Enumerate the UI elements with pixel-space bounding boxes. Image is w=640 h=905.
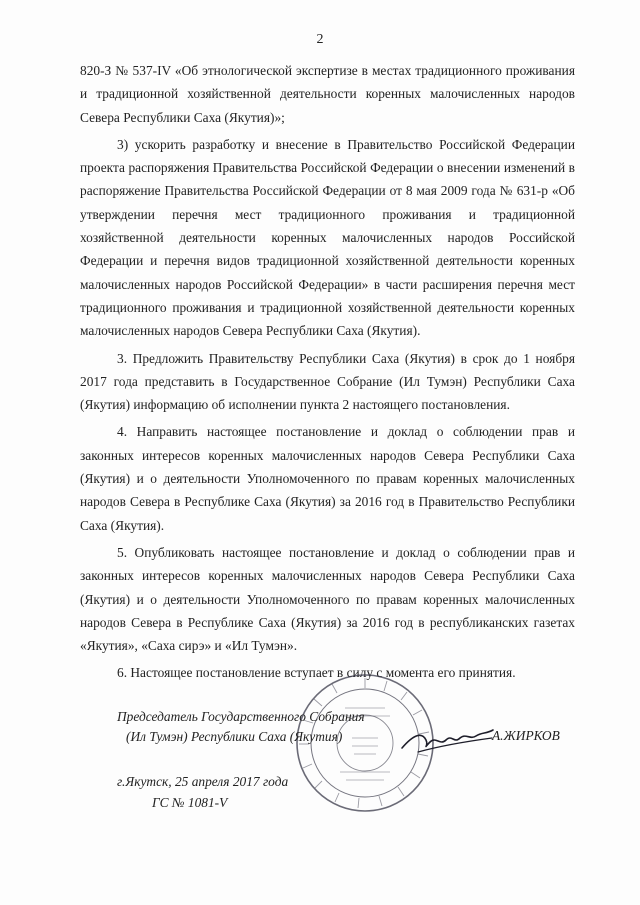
paragraph-item-3: 3) ускорить разработку и внесение в Правительство Российской Федерации проекта распоряжения Правительства Российской Федерации о внесении изменений в распоряжение Правительства Российской Федерации от 8 мая 2009 года № 631-р «Об утверждении перечня мест традиционного проживания и традиционной хозяйственной деятельности коренных малочисленных народов Российской Федерации и перечня видов традиционной хозяйственной деятельности коренных малочисленных народов Российской Федерации» в части расширения перечня мест традиционного проживания и традиционной хозяйственной деятельности коренных малочисленных народов Севера Республики Саха (Якутия). (80, 136, 575, 339)
paragraph-clause-4: 4. Направить настоящее постановление и доклад о соблюдении прав и законных интересов коренных малочисленных народов Севера Республики Саха (Якутия) и о деятельности Уполномоченного по правам коренных малочисленных народов Севера в Республике Саха (Якутия) за 2016 год в Правительство Республики Саха (Якутия). (80, 424, 575, 533)
page-number: 2 (316, 32, 324, 47)
document-body (80, 59, 575, 685)
signatory-title-line1: Председатель Государственного Собрания (117, 709, 365, 724)
handwritten-signature (400, 722, 495, 758)
paragraph-clause-3: 3. Предложить Правительству Республики Саха (Якутия) в срок до 1 ноября 2017 года представить в Государственное Собрание (Ил Тумэн) Республики Саха (Якутия) информацию об исполнении пункта 2 настоящего постановления. (80, 350, 575, 413)
paragraph-continuation: 820-З № 537-IV «Об этнологической экспертизе в местах традиционного проживания и традиционной хозяйственной деятельности коренных малочисленных народов Севера Республики Саха (Якутия)»; (80, 63, 575, 125)
document-number: ГС № 1081-V (152, 795, 228, 810)
signatory-name: А.ЖИРКОВ (492, 728, 560, 743)
place-and-date: г.Якутск, 25 апреля 2017 года (117, 774, 289, 789)
signatory-title-line2: (Ил Тумэн) Республики Саха (Якутия) (126, 729, 343, 744)
paragraph-clause-6: 6. Настоящее постановление вступает в силу с момента его принятия. (117, 665, 516, 681)
paragraph-clause-5: 5. Опубликовать настоящее постановление и доклад о соблюдении прав и законных интересов коренных малочисленных народов Севера Республики Саха (Якутия) и о деятельности Уполномоченного по правам коренных малочисленных народов Севера в Республике Саха (Якутия) за 2016 год в республиканских газетах «Якутия», «Саха сирэ» и «Ил Тумэн». (80, 544, 575, 654)
